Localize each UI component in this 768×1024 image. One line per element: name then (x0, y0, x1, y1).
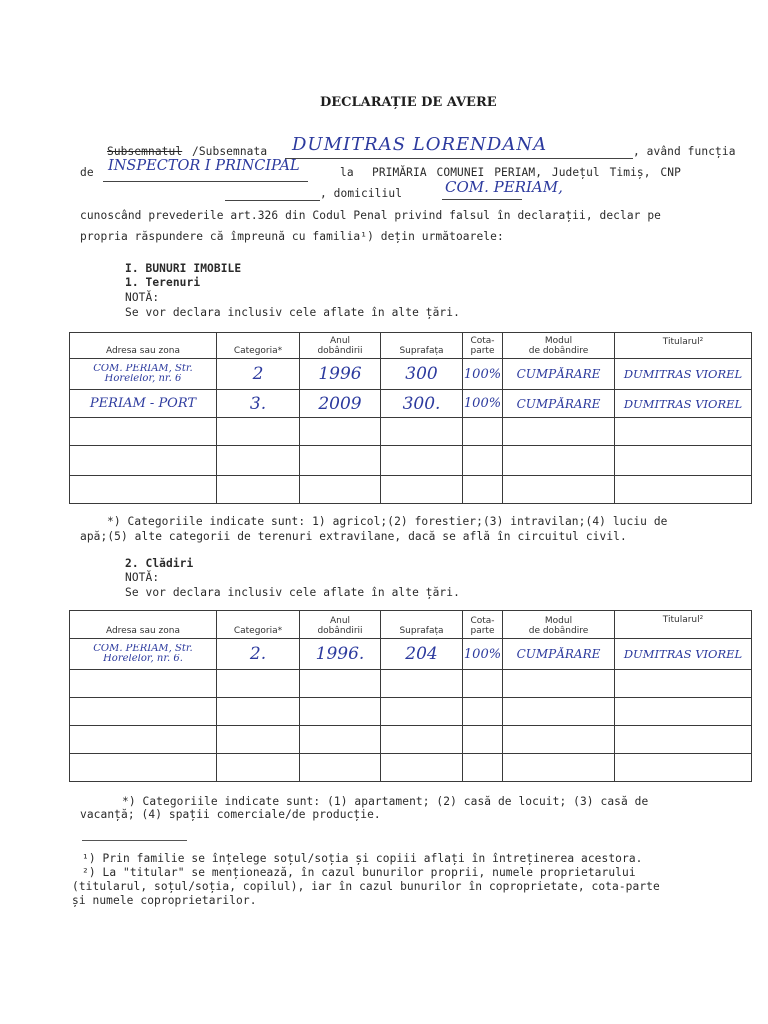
section-cladiri: 2. Clădiri (125, 557, 194, 570)
cell-modul: CUMPĂRARE (516, 396, 601, 411)
cell-adresa-2: Horelelor, nr. 6. (103, 654, 183, 664)
footnote-2-line-3: și numele coproprietarilor. (72, 894, 257, 907)
table-row (70, 359, 752, 390)
table-row (70, 726, 752, 754)
la-label: la (340, 166, 354, 179)
cell-anul: 1996. (315, 644, 365, 664)
subsemnata-label: /Subsemnata (192, 145, 268, 158)
header-cota: Cota- parte (463, 333, 503, 359)
nota-label-2: NOTĂ: (125, 571, 160, 584)
cell-titular: DUMITRAS VIOREL (623, 396, 743, 411)
cell-modul: CUMPĂRARE (516, 367, 601, 381)
cell-suprafata: 300. (402, 393, 441, 414)
header-anul: Anul dobândirii (300, 611, 381, 639)
header-modul: Modul de dobândire (503, 611, 615, 639)
table-row (70, 446, 752, 476)
avand-functia-label: , având funcția (633, 145, 736, 158)
header-suprafata: Suprafața (381, 611, 463, 639)
cell-categoria: 3. (249, 393, 267, 414)
header-adresa: Adresa sau zona (70, 611, 217, 639)
header-categoria: Categoria* (217, 333, 300, 359)
table-row (70, 390, 752, 418)
header-titularul: Titularul² (615, 333, 752, 359)
table-row (70, 754, 752, 782)
nota-text-2: Se vor declara inclusiv cele aflate în alte țări. (125, 586, 460, 599)
cnp-underline (225, 200, 320, 201)
header-titularul: Titularul² (615, 611, 752, 639)
nota-text-1: Se vor declara inclusiv cele aflate în alte țări. (125, 306, 460, 319)
cell-adresa-2: Horelelor, nr. 6 (104, 374, 182, 384)
footnote-1: ¹) Prin familie se înțelege soțul/soția și copiii aflați în întreținerea acestora. (82, 852, 643, 865)
table-row (70, 639, 752, 670)
cell-cota: 100% (463, 646, 502, 662)
cell-titular: DUMITRAS VIOREL (623, 367, 743, 381)
table-row (70, 476, 752, 504)
header-cota: Cota- parte (463, 611, 503, 639)
function-underline (103, 181, 308, 182)
domicile-underline (442, 199, 522, 200)
function-handwritten: INSPECTOR I PRINCIPAL (108, 158, 300, 174)
cell-anul: 1996 (318, 364, 362, 384)
cell-anul: 2009 (318, 393, 362, 414)
cell-titular: DUMITRAS VIOREL (623, 647, 743, 661)
cell-suprafata: 300 (405, 364, 438, 384)
cell-adresa: PERIAM - PORT (89, 396, 197, 411)
de-label: de (80, 166, 94, 179)
nota-label-1: NOTĂ: (125, 291, 160, 304)
header-adresa: Adresa sau zona (70, 333, 217, 359)
cell-categoria: 2 (252, 364, 264, 384)
note-categorii-terenuri-2: apă;(5) alte categorii de terenuri extravilane, dacă se află în circuitul civil. (80, 530, 627, 543)
cladiri-table (69, 610, 752, 782)
header-categoria: Categoria* (217, 611, 300, 639)
declarant-name-handwritten: DUMITRAS LORENDANA (292, 134, 548, 155)
cell-cota: 100% (463, 366, 502, 382)
header-suprafata: Suprafața (381, 333, 463, 359)
table-row (70, 670, 752, 698)
footnote-separator (82, 840, 187, 841)
table-header-row (70, 333, 752, 359)
cell-modul: CUMPĂRARE (516, 647, 601, 661)
document-title: DECLARAȚIE DE AVERE (320, 95, 497, 110)
cell-adresa: COM. PERIAM, Str. (93, 644, 193, 654)
subsemnatul-label: Subsemnatul (107, 145, 183, 158)
note-categorii-cladiri-1: *) Categoriile indicate sunt: (1) apartament; (2) casă de locuit; (3) casă de (122, 795, 649, 808)
footnote-2-line-1: ²) La "titular" se menționează, în cazul bunurilor proprii, numele proprietarului (82, 866, 636, 879)
table-header-row (70, 611, 752, 639)
section-terenuri: 1. Terenuri (125, 276, 201, 289)
intro-line-3: cunoscând prevederile art.326 din Codul Penal privind falsul în declarații, declar pe (80, 209, 662, 222)
note-categorii-terenuri-1: *) Categoriile indicate sunt: 1) agricol;(2) forestier;(3) intravilan;(4) luciu de (107, 515, 668, 528)
cell-suprafata: 204 (405, 644, 438, 664)
cell-adresa: COM. PERIAM, Str. (93, 364, 193, 374)
domicile-handwritten: COM. PERIAM, (445, 178, 563, 196)
institution-text: PRIMĂRIA COMUNEI PERIAM, Județul Timiș, CNP (372, 166, 681, 179)
note-categorii-cladiri-2: vacanță; (4) spații comerciale/de producție. (80, 808, 381, 821)
header-anul: Anul dobândirii (300, 333, 381, 359)
section-bunuri-imobile: I. BUNURI IMOBILE (125, 262, 242, 275)
table-row (70, 418, 752, 446)
table-row (70, 698, 752, 726)
cell-cota: 100% (463, 396, 502, 411)
domiciliul-label: , domiciliul (320, 187, 403, 200)
header-modul: Modul de dobândire (503, 333, 615, 359)
terenuri-table (69, 332, 752, 504)
intro-line-4: propria răspundere că împreună cu familia¹) dețin următoarele: (80, 230, 504, 243)
cell-categoria: 2. (249, 644, 267, 664)
name-underline (285, 158, 633, 159)
footnote-2-line-2: (titularul, soțul/soția, copilul), iar în cazul bunurilor în coproprietate, cota-parte (72, 880, 660, 893)
